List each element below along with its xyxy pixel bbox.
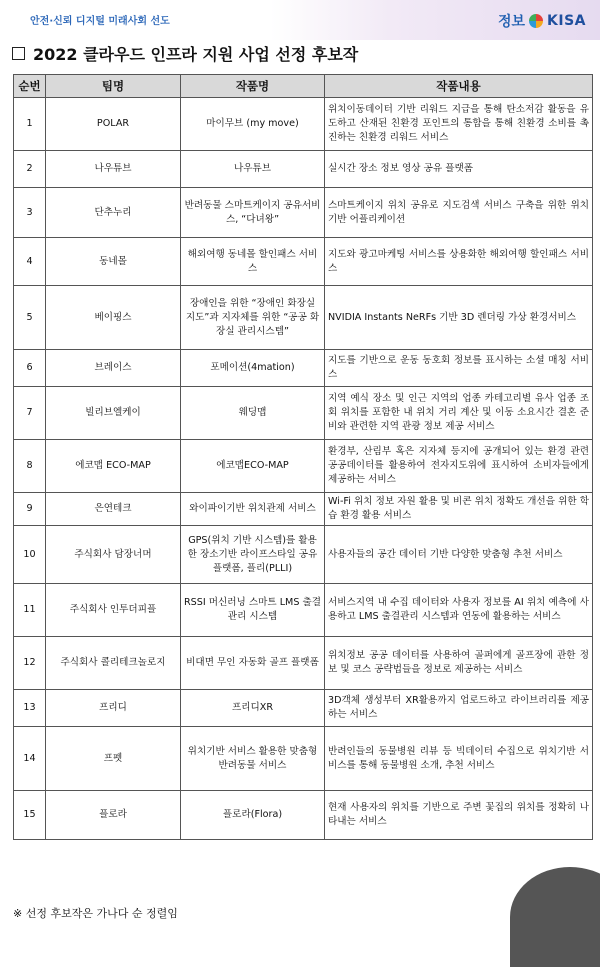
cell-work: 와이파이기반 위치관제 서비스	[181, 493, 325, 526]
cell-no: 12	[14, 637, 46, 690]
cell-work: 플로라(Flora)	[181, 791, 325, 840]
page-title-text: 2022 클라우드 인프라 지원 사업 선정 후보작	[33, 45, 359, 64]
table-row	[14, 440, 593, 493]
col-header-desc: 작품내용	[325, 75, 593, 98]
cell-no: 5	[14, 286, 46, 350]
cell-team: 에코맵 ECO-MAP	[46, 440, 181, 493]
corner-decoration	[510, 867, 600, 967]
cell-work: 프리디XR	[181, 690, 325, 727]
logo-text-a: 정보	[497, 14, 526, 30]
slogan-text: 안전·신뢰 디지털 미래사회 선도	[30, 16, 170, 27]
cell-work: 위치기반 서비스 활용한 맞춤형 반려동물 서비스	[181, 727, 325, 791]
cell-desc: 지역 예식 장소 및 인근 지역의 업종 카테고리별 유사 업종 조회 위치를 포함한 내 위치 거리 계산 및 이동 소요시간 결혼 준비와 관련한 지역 관광 정보 제공 서비스	[325, 387, 593, 440]
cell-no: 3	[14, 188, 46, 238]
footnote: ※ 선정 후보작은 가나다 순 정렬임	[13, 907, 178, 920]
table-row	[14, 526, 593, 584]
cell-team: 플로라	[46, 791, 181, 840]
cell-desc: 3D객체 생성부터 XR활용까지 업로드하고 라이브러리를 제공하는 서비스	[325, 690, 593, 727]
table-row	[14, 188, 593, 238]
cell-no: 11	[14, 584, 46, 637]
cell-work: 나우튜브	[181, 151, 325, 188]
table-row	[14, 493, 593, 526]
cell-work: 비대면 무인 자동화 골프 플랫폼	[181, 637, 325, 690]
page-title	[12, 42, 358, 65]
cell-desc: 현재 사용자의 위치를 기반으로 주변 꽃집의 위치를 정확히 나타내는 서비스	[325, 791, 593, 840]
cell-team: 주식회사 콜리테크놀로지	[46, 637, 181, 690]
cell-desc: 위치이동데이터 기반 리워드 지급을 통해 탄소저감 활동을 유도하고 산재된 친환경 포인트의 통합을 통해 친환경 소비를 촉진하는 친환경 리워드 서비스	[325, 98, 593, 151]
cell-no: 2	[14, 151, 46, 188]
cell-work: 해외여행 동네몰 할인패스 서비스	[181, 238, 325, 286]
table-row	[14, 98, 593, 151]
cell-team: 주식회사 인투더피플	[46, 584, 181, 637]
checkbox-square-icon	[12, 47, 25, 60]
cell-desc: 실시간 장소 정보 영상 공유 플랫폼	[325, 151, 593, 188]
cell-team: 단추누리	[46, 188, 181, 238]
cell-desc: 스마트케이지 위치 공유로 지도검색 서비스 구축을 위한 위치기반 어플리케이션	[325, 188, 593, 238]
kisa-logo	[498, 10, 586, 32]
cell-team: 프리디	[46, 690, 181, 727]
table-row	[14, 387, 593, 440]
table-header-row	[14, 75, 593, 98]
table-row	[14, 151, 593, 188]
cell-team: 주식회사 담장너머	[46, 526, 181, 584]
cell-team: 은연테크	[46, 493, 181, 526]
table-row	[14, 637, 593, 690]
cell-work: 장애인을 위한 “장애인 화장실 지도”과 지자체를 위한 “공공 화장실 관리시스템”	[181, 286, 325, 350]
cell-team: 나우튜브	[46, 151, 181, 188]
table-row	[14, 791, 593, 840]
cell-desc: 지도와 광고마케팅 서비스를 상용화한 해외여행 할인패스 서비스	[325, 238, 593, 286]
table-row	[14, 350, 593, 387]
cell-team: 빌리브엘케이	[46, 387, 181, 440]
cell-desc: 사용자들의 공간 데이터 기반 다양한 맞춤형 추천 서비스	[325, 526, 593, 584]
cell-work: 반려동물 스마트케이지 공유서비스, “다녀왕”	[181, 188, 325, 238]
cell-no: 8	[14, 440, 46, 493]
cell-team: 동네몰	[46, 238, 181, 286]
cell-desc: NVIDIA Instants NeRFs 기반 3D 렌더링 가상 환경서비스	[325, 286, 593, 350]
cell-desc: 서비스지역 내 수집 데이터와 사용자 정보를 AI 위치 예측에 사용하고 LMS 출결관리 시스템과 연동에 활용하는 서비스	[325, 584, 593, 637]
cell-desc: 지도를 기반으로 운동 동호회 정보를 표시하는 소셜 매칭 서비스	[325, 350, 593, 387]
cell-no: 6	[14, 350, 46, 387]
cell-no: 9	[14, 493, 46, 526]
cell-desc: 환경부, 산림부 혹은 지자체 등지에 공개되어 있는 환경 관련 공공데이터를 활용하여 전자지도위에 표시하여 소비자들에게 제공하는 서비스	[325, 440, 593, 493]
cell-team: 프펫	[46, 727, 181, 791]
cell-work: RSSI 머신러닝 스마트 LMS 출결관리 시스템	[181, 584, 325, 637]
candidate-table	[13, 74, 593, 840]
cell-no: 10	[14, 526, 46, 584]
logo-text-b: KISA	[547, 13, 586, 29]
logo-mark-icon	[529, 14, 543, 28]
table-row	[14, 584, 593, 637]
table-row	[14, 690, 593, 727]
col-header-team: 팀명	[46, 75, 181, 98]
col-header-no: 순번	[14, 75, 46, 98]
col-header-work: 작품명	[181, 75, 325, 98]
cell-no: 4	[14, 238, 46, 286]
cell-work: 웨딩맵	[181, 387, 325, 440]
cell-team: 베이핑스	[46, 286, 181, 350]
cell-work: 에코맵ECO-MAP	[181, 440, 325, 493]
table-row	[14, 238, 593, 286]
cell-team: 브레이스	[46, 350, 181, 387]
cell-no: 7	[14, 387, 46, 440]
cell-no: 13	[14, 690, 46, 727]
cell-desc: Wi-Fi 위치 정보 자원 활용 및 비콘 위치 정확도 개선을 위한 학습 환경 활용 서비스	[325, 493, 593, 526]
cell-no: 1	[14, 98, 46, 151]
cell-desc: 반려인들의 동물병원 리뷰 등 빅데이터 수집으로 위치기반 서비스를 통해 동물병원 소개, 추천 서비스	[325, 727, 593, 791]
table-row	[14, 727, 593, 791]
table-row	[14, 286, 593, 350]
cell-no: 15	[14, 791, 46, 840]
cell-work: 마이무브 (my move)	[181, 98, 325, 151]
cell-work: 포메이션(4mation)	[181, 350, 325, 387]
cell-no: 14	[14, 727, 46, 791]
cell-work: GPS(위치 기반 시스템)를 활용한 장소기반 라이프스타일 공유 플랫폼, 플리(PLLI)	[181, 526, 325, 584]
cell-team: POLAR	[46, 98, 181, 151]
cell-desc: 위치정보 공공 데이터를 사용하여 골퍼에게 골프장에 관한 정보 및 코스 공략법들을 정보로 제공하는 서비스	[325, 637, 593, 690]
